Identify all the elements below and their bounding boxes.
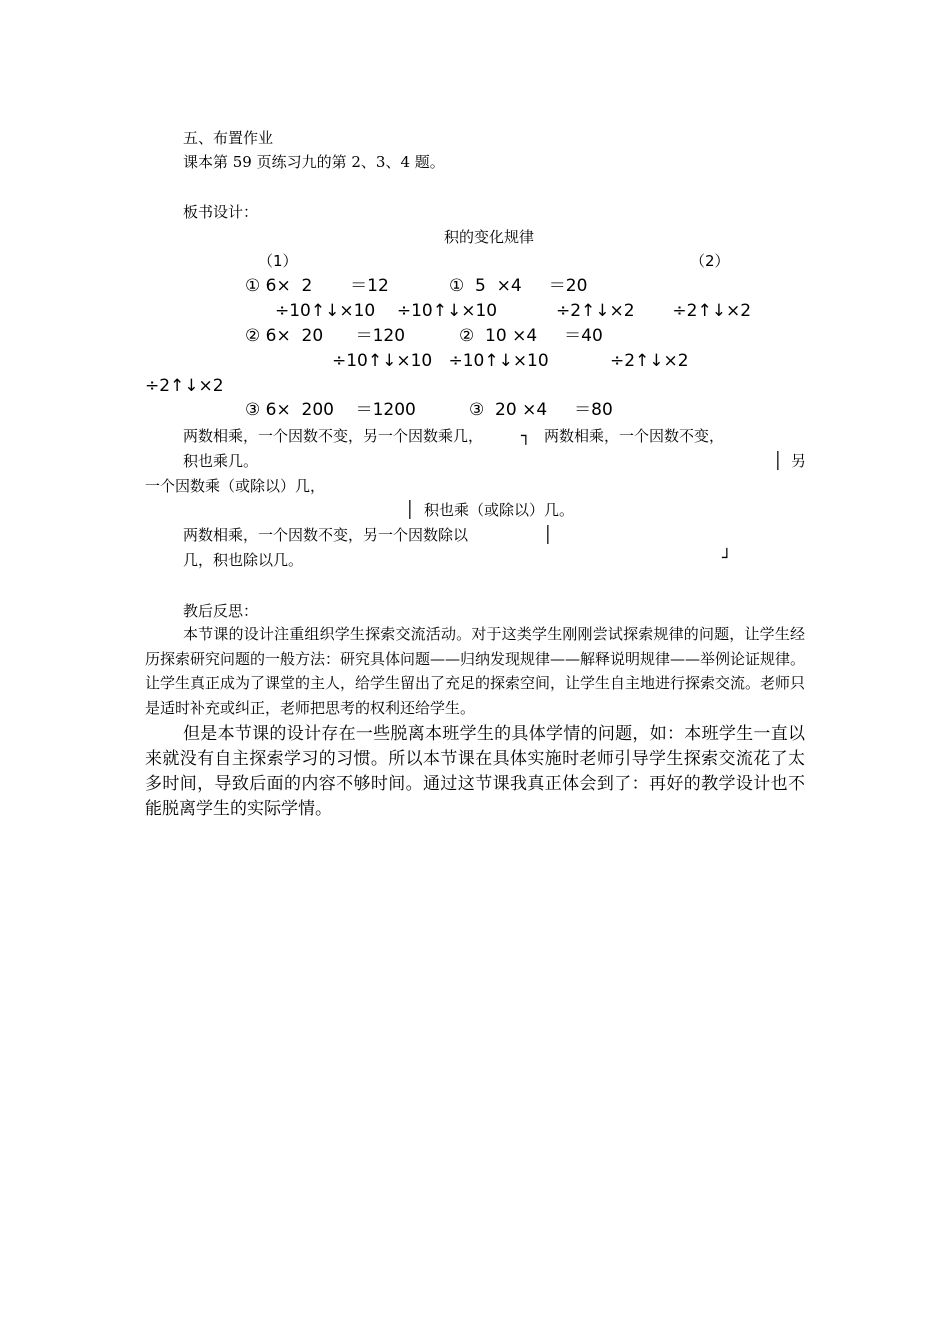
reflection-paragraph-1: 本节课的设计注重组织学生探索交流活动。对于这类学生刚刚尝试探索规律的问题，让学生经历探索研究问题的一般方法：研究具体问题——归纳发现规律——解释说明规律——举例论证规律。让学生真正成为了课堂的主人，给学生留出了充足的探索空间，让学生自主地进行探索交流。老师只是适时补充或纠正，老师把思考的权利还给学生。 <box>145 625 806 718</box>
board-row4-left: ÷10↑↓×10 ÷10↑↓×10 <box>332 351 549 371</box>
board-title: 积的变化规律 <box>444 228 535 246</box>
bracket-bar-left: │ <box>543 525 553 544</box>
bracket-top-right: ┐ <box>521 426 531 445</box>
board-row5: ÷2↑↓×2 <box>145 376 224 396</box>
rule-right-line1: 两数相乘，一个因数不变， <box>544 427 725 445</box>
board-row6-right: ③ 20 ×4 ＝80 <box>469 400 613 420</box>
rule1-line1: 两数相乘，一个因数不变，另一个因数乘几， <box>183 427 484 445</box>
rule-right-line4: 积也乘（或除以）几。 <box>424 501 575 519</box>
bracket-bottom-right: ┘ <box>722 548 732 567</box>
rule-right-line2: 另 <box>791 452 807 470</box>
board-row1-left: ① 6× 2 ＝12 <box>245 276 389 296</box>
reflection-heading: 教后反思： <box>183 602 259 620</box>
rule2-line2: 几，积也除以几。 <box>183 551 304 569</box>
rule2-line1: 两数相乘，一个因数不变，另一个因数除以 <box>183 526 469 544</box>
board-label-2: （2） <box>690 252 730 270</box>
reflection-paragraph-2: 但是本节课的设计存在一些脱离本班学生的具体学情的问题，如：本班学生一直以来就没有自主探索学习的习惯。所以本节课在具体实施时老师引导学生探索交流花了太多时间，导致后面的内容不够时间。通过这节课我真正体会到了：再好的教学设计也不能脱离学生的实际学情。 <box>145 724 805 819</box>
board-row2-left: ÷10↑↓×10 ÷10↑↓×10 <box>275 301 498 321</box>
bracket-bar-right: │ <box>773 451 783 470</box>
rule1-line2: 积也乘几。 <box>183 452 259 470</box>
bracket-bar-mid: │ <box>405 500 415 519</box>
board-label-1: （1） <box>258 252 298 270</box>
board-row4-right: ÷2↑↓×2 <box>610 351 689 371</box>
board-row3-right: ② 10 ×4 ＝40 <box>459 326 603 346</box>
board-row6-left: ③ 6× 200 ＝1200 <box>245 400 416 420</box>
board-heading: 板书设计： <box>183 203 259 221</box>
board-row1-right: ① 5 ×4 ＝20 <box>449 276 588 296</box>
board-row3-left: ② 6× 20 ＝120 <box>245 326 406 346</box>
homework-heading: 五、布置作业 <box>183 129 274 147</box>
rule-right-line3: 一个因数乘（或除以）几， <box>145 477 326 495</box>
board-row2-right: ÷2↑↓×2 ÷2↑↓×2 <box>556 301 752 321</box>
homework-text: 课本第 59 页练习九的第 2、3、4 题。 <box>183 153 445 171</box>
